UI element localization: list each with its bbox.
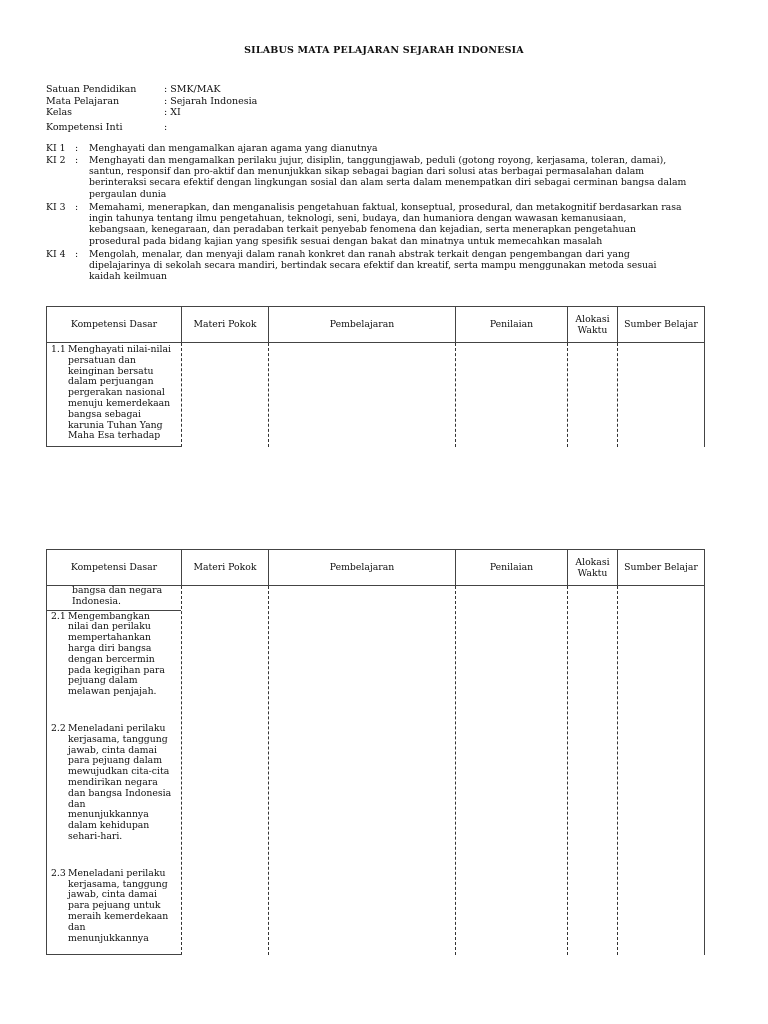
syllabus-table-1 (46, 306, 705, 447)
kd-number: 2.3 (51, 867, 66, 879)
penilaian-cell (456, 343, 568, 447)
header-materi-pokok: Materi Pokok (182, 307, 269, 343)
kd-text (68, 869, 176, 945)
header-kompetensi-dasar: Kompetensi Dasar (47, 307, 182, 343)
kd-line: para pejuang untuk (68, 900, 161, 912)
kd-line: Menghayati nilai-nilai (68, 344, 171, 355)
info-label-kelas: Kelas (46, 107, 73, 118)
header-waktu-line: Waktu (577, 567, 608, 579)
ki-code: KI 2 (46, 155, 66, 166)
kd-line: jawab, cinta damai (68, 889, 158, 901)
alokasi-cell (568, 343, 618, 447)
penilaian-cell (456, 586, 568, 955)
kd-line: harga diri bangsa (68, 642, 152, 654)
header-materi-pokok: Materi Pokok (182, 550, 269, 586)
header-penilaian: Penilaian (456, 307, 568, 343)
header-alokasi-line: Alokasi (575, 556, 610, 568)
ki-line: berinteraksi secara efektif dengan lingkungan sosial dan alam serta dalam menempatkan diri sebagai cerminan bangsa dalam (89, 177, 687, 189)
header-penilaian: Penilaian (456, 550, 568, 586)
ki-code: KI 3 (46, 202, 66, 213)
kd-line: Meneladani perilaku (68, 867, 166, 879)
kd-item (47, 343, 181, 442)
header-waktu-line: Waktu (577, 324, 608, 336)
kd-line: Mengembangkan (68, 610, 150, 622)
table-2-bottom-rule (46, 954, 182, 955)
info-value-ki: : (164, 122, 168, 133)
kd-line: dan bangsa Indonesia (68, 787, 172, 799)
info-label-satuan: Satuan Pendidikan (46, 84, 137, 95)
kd-text (68, 612, 176, 698)
kd-text (68, 724, 176, 843)
page-title: SILABUS MATA PELAJARAN SEJARAH INDONESIA (244, 45, 524, 56)
kd-line: bangsa dan negara (72, 585, 163, 596)
header-sumber-belajar: Sumber Belajar (618, 550, 705, 586)
ki-text (89, 155, 709, 200)
kd-line: karunia Tuhan Yang (68, 419, 163, 431)
ki-text (89, 143, 709, 154)
ki-line: kaidah keilmuan (89, 271, 168, 283)
info-label-mapel: Mata Pelajaran (46, 96, 120, 107)
kd-line: pejuang dalam (68, 675, 138, 687)
ki-text (89, 202, 709, 247)
table-1-bottom-rule (46, 446, 182, 447)
alokasi-cell (568, 586, 618, 955)
ki-colon: : (75, 249, 79, 260)
kd-number: 2.2 (51, 722, 66, 734)
ki-line: santun, responsif dan pro-aktif dan menunjukkan sikap sebagai bagian dari solusi atas berbagai permasalahan dalam (89, 166, 645, 178)
kd-line: bangsa sebagai (68, 408, 141, 420)
kd-item (47, 698, 181, 843)
sumber-cell (618, 343, 705, 447)
kd-line: dan (68, 798, 86, 810)
kd-number: 2.1 (51, 610, 66, 622)
ki-code: KI 1 (46, 143, 66, 154)
syllabus-table-2 (46, 549, 705, 955)
kd-line: mempertahankan (68, 632, 151, 644)
kd-line: dalam perjuangan (68, 376, 154, 388)
info-value-mapel: : Sejarah Indonesia (164, 96, 258, 107)
kd-line: sehari-hari. (68, 830, 123, 842)
ki-line: Menghayati dan mengamalkan perilaku jujur, disiplin, tanggungjawab, peduli (gotong royong, kerjasama, toleran, damai), (89, 155, 667, 166)
header-pembelajaran: Pembelajaran (269, 550, 456, 586)
info-label-ki: Kompetensi Inti (46, 122, 123, 133)
kd-line: mendirikan negara (68, 776, 158, 788)
kd-line: mewujudkan cita-cita (68, 766, 170, 778)
kd-line: dan (68, 921, 86, 933)
header-alokasi-line: Alokasi (575, 313, 610, 325)
kd-item (47, 611, 181, 698)
kd-line: kerjasama, tanggung (68, 733, 168, 745)
kd-number: 1.1 (51, 344, 66, 355)
ki-text (89, 249, 709, 283)
ki-line: Memahami, menerapkan, dan menganalisis pengetahuan faktual, konseptual, prosedural, dan metakognitif berdasarkan rasa (89, 202, 682, 213)
kd-line: keinginan bersatu (68, 365, 154, 377)
info-value-satuan: : SMK/MAK (164, 84, 221, 95)
kd-continuation (47, 586, 181, 611)
kd-line: menunjukkannya (68, 932, 149, 944)
kd-line: dengan bercermin (68, 653, 155, 665)
materi-cell (182, 343, 269, 447)
header-alokasi-waktu (568, 550, 618, 586)
kd-line: kerjasama, tanggung (68, 878, 168, 890)
ki-line: ingin tahunya tentang ilmu pengetahuan, teknologi, seni, budaya, dan humaniora dengan wawasan kemanusiaan, (89, 213, 627, 225)
materi-cell (182, 586, 269, 955)
kd-line: meraih kemerdekaan (68, 910, 169, 922)
kd-cell (47, 586, 182, 955)
info-value-kelas: : XI (164, 107, 181, 118)
kd-line: nilai dan perilaku (68, 621, 151, 633)
kd-item (47, 843, 181, 945)
kd-line: persatuan dan (68, 354, 136, 366)
kd-line: pergerakan nasional (68, 387, 165, 399)
kd-text (68, 345, 176, 442)
ki-line: pergaulan dunia (89, 188, 167, 200)
header-kompetensi-dasar: Kompetensi Dasar (47, 550, 182, 586)
header-pembelajaran: Pembelajaran (269, 307, 456, 343)
pembelajaran-cell (269, 586, 456, 955)
ki-line: kebangsaan, kenegaraan, dan peradaban terkait penyebab fenomena dan kejadian, serta menerapkan pengetahuan (89, 224, 636, 236)
header-alokasi-waktu (568, 307, 618, 343)
kd-line: pada kegigihan para (68, 664, 165, 676)
sumber-cell (618, 586, 705, 955)
ki-colon: : (75, 155, 79, 166)
kd-line: Maha Esa terhadap (68, 430, 161, 442)
kd-line: jawab, cinta damai (68, 744, 158, 756)
kd-cell (47, 343, 182, 447)
kd-line: para pejuang dalam (68, 755, 163, 767)
pembelajaran-cell (269, 343, 456, 447)
kd-line: menunjukkannya (68, 809, 149, 821)
kd-line: Meneladani perilaku (68, 722, 166, 734)
ki-line: dipelajarinya di sekolah secara mandiri, bertindak secara efektif dan kreatif, serta mampu menggunakan metoda sesuai (89, 260, 657, 272)
kd-line: melawan penjajah. (68, 686, 157, 698)
kd-line: dalam kehidupan (68, 820, 150, 832)
ki-line: prosedural pada bidang kajian yang spesifik sesuai dengan bakat dan minatnya untuk memecahkan masalah (89, 235, 603, 247)
ki-line: Menghayati dan mengamalkan ajaran agama yang dianutnya (89, 143, 378, 154)
ki-line: Mengolah, menalar, dan menyaji dalam ranah konkret dan ranah abstrak terkait dengan pengembangan dari yang (89, 249, 630, 260)
header-sumber-belajar: Sumber Belajar (618, 307, 705, 343)
ki-colon: : (75, 202, 79, 213)
kd-line: Indonesia. (72, 595, 121, 607)
ki-colon: : (75, 143, 79, 154)
ki-code: KI 4 (46, 249, 66, 260)
kd-line: menuju kemerdekaan (68, 397, 171, 409)
